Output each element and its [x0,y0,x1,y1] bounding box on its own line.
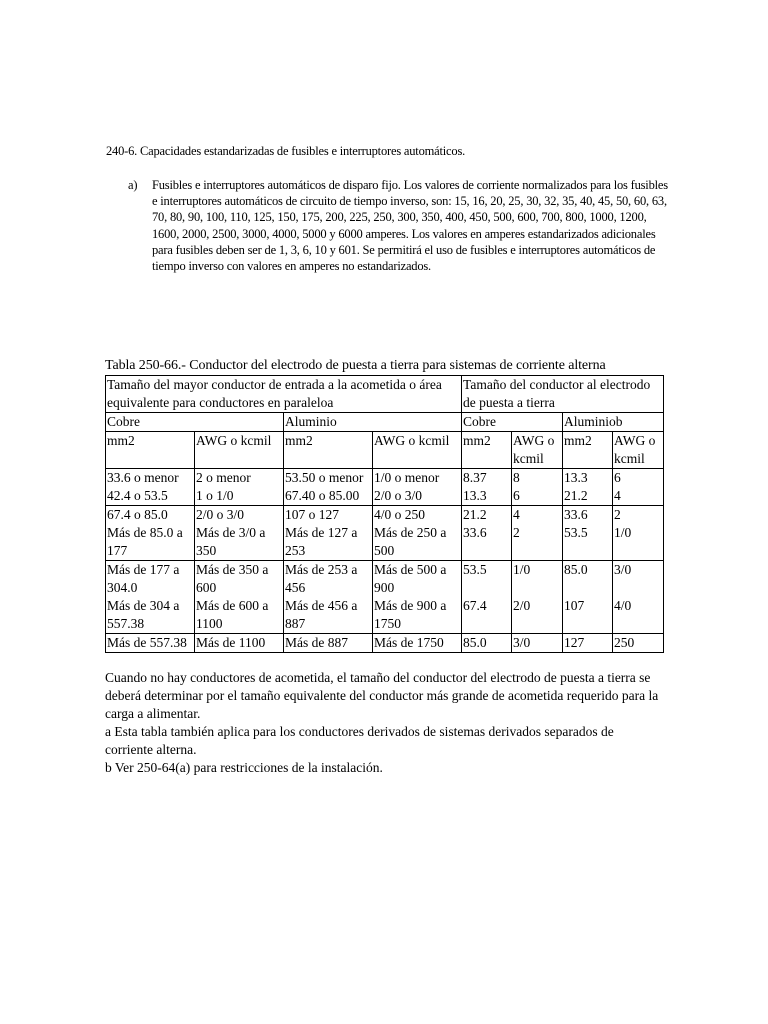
table-cell: Más de 600 a 1100 [195,597,284,634]
table-cell: 85.0 [563,561,613,598]
table-row [106,469,664,488]
table-cell: 6 [512,487,563,506]
material-cobre-right: Cobre [462,413,563,432]
table-cell: 33.6 [563,506,613,525]
table-cell: Más de 304 a 557.38 [106,597,195,634]
table-cell: 2/0 [512,597,563,634]
unit-header: mm2 [106,432,195,469]
material-aluminio-right: Aluminiob [563,413,664,432]
table-cell: 33.6 [462,524,512,561]
table-cell: 250 [613,634,664,653]
note-main: Cuando no hay conductores de acometida, el tamaño del conductor del electrodo de puesta a tierra se deberá determinar por el tamaño equivalente del conductor más grande de acometida requerido para la carga a alimentar. [105,670,659,721]
table-cell: 21.2 [563,487,613,506]
table-notes [105,669,665,777]
table-cell: 4 [512,506,563,525]
table-cell: 4 [613,487,664,506]
table-cell: 1/0 [613,524,664,561]
table-cell: 21.2 [462,506,512,525]
table-cell: Más de 557.38 [106,634,195,653]
table-cell: 2 [512,524,563,561]
table-cell: 3/0 [613,561,664,598]
table-row [106,597,664,634]
material-aluminio-left: Aluminio [284,413,462,432]
table-cell: 1/0 o menor [373,469,462,488]
table-cell: 42.4 o 53.5 [106,487,195,506]
unit-header: mm2 [563,432,613,469]
table-material-row [106,413,664,432]
table-cell: Más de 500 a 900 [373,561,462,598]
table-cell: 4/0 [613,597,664,634]
unit-header: AWG o kcmil [613,432,664,469]
table-caption: Tabla 250-66.- Conductor del electrodo de puesta a tierra para sistemas de corriente alterna [105,358,606,373]
table-cell: 127 [563,634,613,653]
table-cell: 3/0 [512,634,563,653]
table-cell: 2/0 o 3/0 [373,487,462,506]
table-cell: Más de 127 a 253 [284,524,373,561]
table-cell: 33.6 o menor [106,469,195,488]
unit-header: mm2 [284,432,373,469]
unit-header: AWG o kcmil [195,432,284,469]
table-cell: 53.5 [462,561,512,598]
table-unit-row [106,432,664,469]
grounding-conductor-table [105,375,664,653]
table-cell: 67.40 o 85.00 [284,487,373,506]
table-row [106,506,664,525]
table-cell: 1/0 [512,561,563,598]
table-cell: 2 o menor [195,469,284,488]
section-heading: 240-6. Capacidades estandarizadas de fusibles e interruptores automáticos. [106,144,466,158]
table-cell: Más de 253 a 456 [284,561,373,598]
table-cell: Más de 177 a 304.0 [106,561,195,598]
footnote-a: a Esta tabla también aplica para los conductores derivados de sistemas derivados separados de corriente alterna. [105,724,614,757]
table-row [106,524,664,561]
table-cell: 107 [563,597,613,634]
table-cell: 1 o 1/0 [195,487,284,506]
table-cell: 2/0 o 3/0 [195,506,284,525]
table-cell: 67.4 o 85.0 [106,506,195,525]
table-cell: 53.50 o menor [284,469,373,488]
table-cell: Más de 85.0 a 177 [106,524,195,561]
table-cell: 4/0 o 250 [373,506,462,525]
header-electrode-conductor: Tamaño del conductor al electrodo de puesta a tierra [462,376,664,413]
header-service-conductor: Tamaño del mayor conductor de entrada a la acometida o área equivalente para conductores en paraleloa [106,376,462,413]
table-cell: 2 [613,506,664,525]
footnote-b: b Ver 250-64(a) para restricciones de la instalación. [105,760,383,775]
table-cell: 13.3 [563,469,613,488]
table-cell: Más de 887 [284,634,373,653]
table-cell: Más de 1750 [373,634,462,653]
table-row [106,487,664,506]
table-row [106,561,664,598]
unit-header: AWG o kcmil [373,432,462,469]
table-cell: 6 [613,469,664,488]
table-cell: Más de 250 a 500 [373,524,462,561]
table-row [106,634,664,653]
table-cell: 107 o 127 [284,506,373,525]
list-marker: a) [128,178,138,192]
table-cell: 85.0 [462,634,512,653]
table-header-row [106,376,664,413]
table-cell: Más de 456 a 887 [284,597,373,634]
list-item-a [128,177,668,274]
table-cell: Más de 900 a 1750 [373,597,462,634]
unit-header: mm2 [462,432,512,469]
material-cobre-left: Cobre [106,413,284,432]
table-cell: 53.5 [563,524,613,561]
table-cell: 8.37 [462,469,512,488]
list-item-text: Fusibles e interruptores automáticos de disparo fijo. Los valores de corriente normalizados para los fusibles e interruptores automáticos de circuito de tiempo inverso, son: 15, 16, 20, 25, 30, 32, 35, 40, 45, 50, 60, 63, 70, 80, 90, 100, 110, 125, 150, 175, 200, 225, 250, 300, 350, 400, 450, 500, 600, 700, 800, 1000, 1200, 1600, 2000, 2500, 3000, 4000, 5000 y 6000 amperes. Los valores en amperes estandarizados adicionales para fusibles deben ser de 1, 3, 6, 10 y 601. Se permitirá el uso de fusibles e interruptores automáticos de tiempo inverso con valores en amperes no estandarizados. [152,178,668,274]
table-cell: Más de 1100 [195,634,284,653]
table-cell: 13.3 [462,487,512,506]
table-cell: 67.4 [462,597,512,634]
table-cell: Más de 350 a 600 [195,561,284,598]
table-cell: Más de 3/0 a 350 [195,524,284,561]
table-cell: 8 [512,469,563,488]
unit-header: AWG o kcmil [512,432,563,469]
